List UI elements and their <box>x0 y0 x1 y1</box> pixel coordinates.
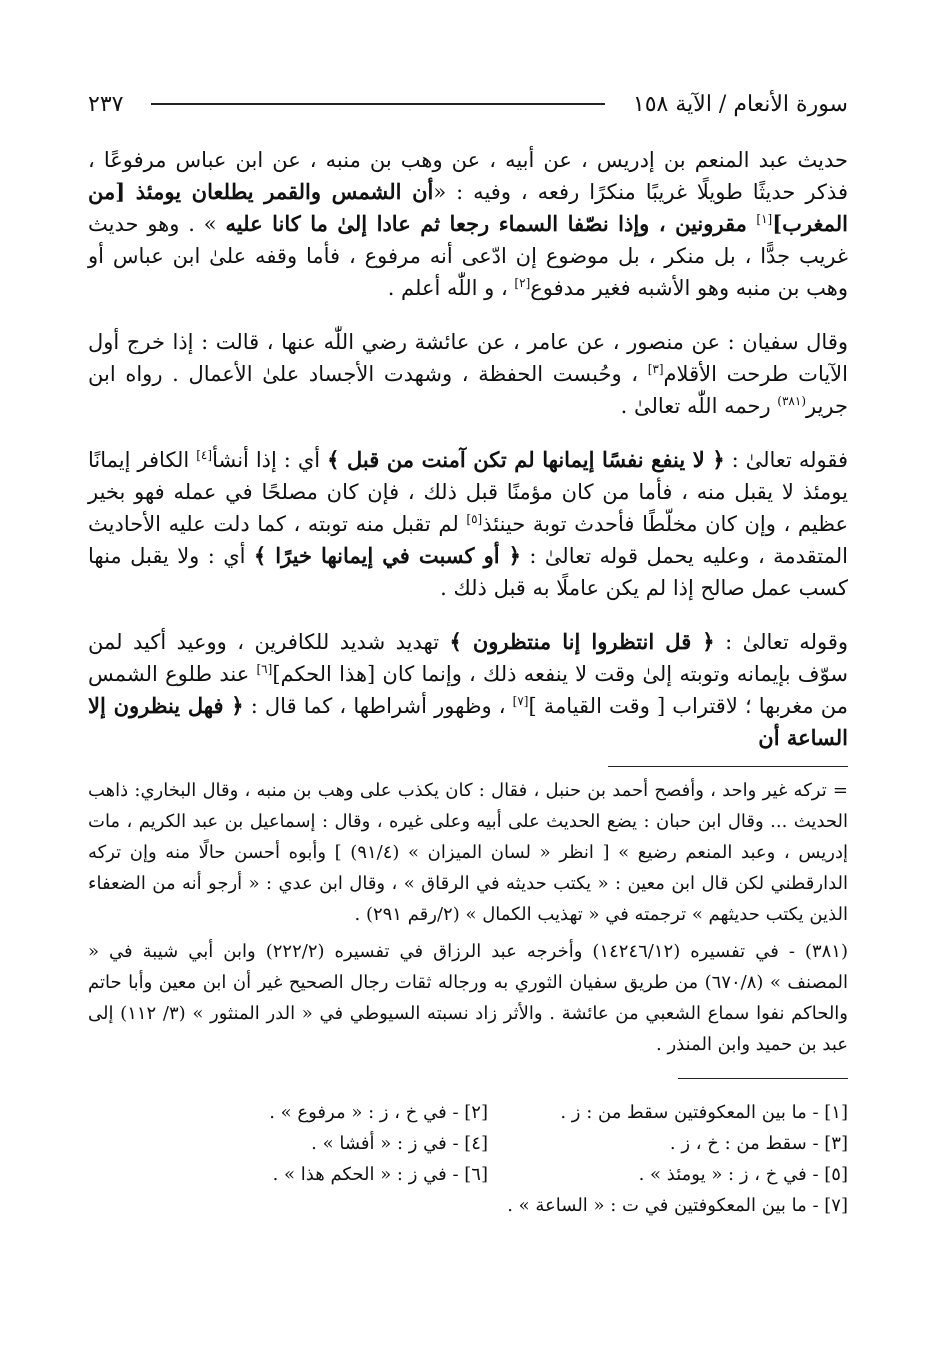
variant-6: [٦] - في ز : « الحكم هذا » . <box>272 1164 488 1185</box>
footnote-ref: [٦] <box>256 662 273 676</box>
footnote-ref: (٣٨١) <box>777 394 806 408</box>
variant-2: [٢] - في خ ، ز : « مرفوع » . <box>269 1102 488 1123</box>
footnote-ref: [٥] <box>466 512 483 526</box>
footnote-ref: [٧] <box>512 694 529 708</box>
paragraph-2: وقال سفيان : عن منصور ، عن عامر ، عن عائشة رضي اللّٰه عنها ، قالت : إذا خرج أول الآيات طرحت الأقلام[٣] ، وحُبست الحفظة ، وشهدت الأجساد علىٰ الأعمال . رواه ابن جرير$^{(٣٨١)}$ رحمه اللّٰه تعالىٰ . <box>88 330 848 418</box>
footnote-ref: [٢] <box>514 276 531 290</box>
manuscript-variants <box>88 1097 848 1221</box>
footnote-separator <box>608 766 848 767</box>
variants-separator <box>678 1078 848 1079</box>
variant-3: [٣] - سقط من : خ ، ز . <box>669 1133 848 1154</box>
paragraph-1: حديث عبد المنعم بن إدريس ، عن أبيه ، عن وهب بن منبه ، عن ابن عباس مرفوعًا ، فذكر حديثًا طويلًا غريبًا منكرًا رفعه ، وفيه : «أن الشمس والقمر يطلعان يومئذ [من المغرب][١] مقرونين ، وإذا نصّفا السماء رجعا ثم عادا إلىٰ ما كانا عليه » . وهو حديث غريب جدًّا ، بل منكر ، بل موضوع إن ادّعى أنه مرفوع ، فأما وقفه علىٰ ابن عباس أو وهب بن منبه وهو الأشبه فغير مدفوع[٢] ، و اللّٰه أعلم . <box>88 148 848 300</box>
running-header <box>88 84 848 124</box>
variant-5: [٥] - في خ ، ز : « يومئذ » . <box>638 1164 848 1185</box>
main-text <box>88 144 848 754</box>
surah-title: سورة الأنعام / الآية ١٥٨ <box>632 91 848 117</box>
footnote-ref: [٣] <box>647 362 664 376</box>
header-rule <box>151 103 604 105</box>
page-number: ٢٣٧ <box>88 91 124 117</box>
variant-7: [٧] - ما بين المعكوفتين في ت : « الساعة » . <box>507 1195 848 1216</box>
paragraph-4: وقوله تعالىٰ : ﴿ قل انتظروا إنا منتظرون ﴾ تهديد شديد للكافرين ، ووعيد أكيد لمن سوّف بإيمانه وتوبته إلىٰ وقت لا ينفعه ذلك ، وإنما كان [هذا الحكم][٦] عند طلوع الشمس من مغربها ؛ لاقتراب [ وقت القيامة ][٧] ، وظهور أشراطها ، كما قال : ﴿ فهل ينظرون إلا الساعة أن <box>88 629 849 750</box>
footnote-continued: = تركه غير واحد ، وأفصح أحمد بن حنبل ، فقال : كان يكذب على وهب بن منبه ، وقال البخاري: ذاهب الحديث ... وقال ابن حبان : يضع الحديث على أبيه وعلى غيره ، وقال : إسماعيل بن عبد الكريم ، مات إدريس ، وعبد المنعم رضيع » [ انظر « لسان الميزان » (٩١/٤) ] وأبوه أحسن حالًا منه وإن تركه الدارقطني لكن قال ابن معين : « يكتب حديثه في الرقاق » ، وقال ابن عدي : « أرجو أنه من الضعفاء الذين يكتب حديثهم » ترجمته في « تهذيب الكمال » (٢/رقم ٢٩١) . <box>88 780 849 925</box>
variant-1: [١] - ما بين المعكوفتين سقط من : ز . <box>560 1102 848 1123</box>
footnote-381: (٣٨١) - في تفسيره (١٤٢٤٦/١٢) وأخرجه عبد الرزاق في تفسيره (٢٢٢/٢) وابن أبي شيبة في « المصنف » (٦٧٠/٨) من طريق سفيان الثوري به ورجاله ثقات رجال الصحيح غير أن ابن معين وأبا حاتم والحاكم نفوا سماع الشعبي من عائشة . والأثر زاد نسبته السيوطي في « الدر المنثور » (٣/ ١١٢) إلى عبد بن حميد وابن المنذر . <box>88 941 848 1055</box>
footnotes <box>88 775 848 1060</box>
footnote-ref: [٤] <box>196 448 213 462</box>
paragraph-3: فقوله تعالىٰ : ﴿ لا ينفع نفسًا إيمانها لم تكن آمنت من قبل ﴾ أي : إذا أنشأ[٤] الكافر إيمانًا يومئذ لا يقبل منه ، فأما من كان مؤمنًا قبل ذلك ، فإن كان مصلحًا في عمله فهو بخير عظيم ، وإن كان مخلّطًا فأحدث توبة حينئذ[٥] لم تقبل منه توبته ، كما دلت عليه الأحاديث المتقدمة ، وعليه يحمل قوله تعالىٰ : ﴿ أو كسبت في إيمانها خيرًا ﴾ أي : ولا يقبل منها كسب عمل صالح إذا لم يكن عاملًا به قبل ذلك . <box>88 447 849 600</box>
variant-4: [٤] - في ز : « أفشا » . <box>311 1133 488 1154</box>
footnote-ref: [١] <box>756 212 773 226</box>
book-page <box>88 84 848 1221</box>
